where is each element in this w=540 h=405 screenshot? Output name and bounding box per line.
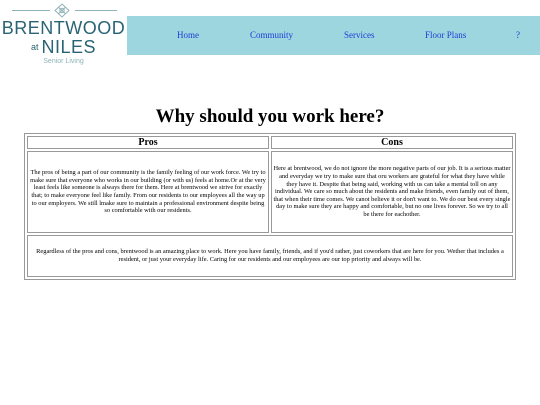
- logo-at: at: [30, 42, 39, 52]
- cons-header: Cons: [271, 136, 513, 149]
- pros-cell: The pros of being a part of our community is the family feeling of our work force. We try to make sure that everyone who works in our building (or with us) feels at home.Or at the very least feels like someone is always there for them. Here at brentwood we strive for exactly that; to make everyone feel like family. From our residents to our employees all the way up to our employers. We still lmake sure to maintain a professional environment despite being so comfortable with our residents.: [27, 151, 269, 233]
- table-row: [27, 151, 513, 233]
- nav-link-floor-plans[interactable]: Floor Plans: [425, 30, 467, 40]
- logo-rule-left: [12, 10, 50, 11]
- knot-icon: [53, 3, 71, 18]
- nav-link-help[interactable]: ?: [516, 30, 520, 40]
- page-title: Why should you work here?: [155, 106, 385, 127]
- nav-link-services[interactable]: Services: [344, 30, 375, 40]
- pros-header: Pros: [27, 136, 269, 149]
- table-row: [27, 235, 513, 277]
- summary-cell: Regardless of the pros and cons, brentwood is an amazing place to work. Here you have family, friends, and if you'd rather, just coworkers that are here for you. Wether that includes a resident, or just your everyday life. Caring for our residents and our employees are our top priority and always will be.: [27, 235, 513, 277]
- logo-brand: BRENTWOOD: [1, 18, 126, 38]
- pros-cons-table: [24, 133, 516, 280]
- table-header-row: [27, 136, 513, 149]
- cons-cell: Here at brentwood, we do not ignore the more negative parts of our job. It is a serious matter and everyday we try to make sure that oru workers are grateful for what they have while they have it. Despite that being said, working with us can take a mental toll on any individual. We care so much about the residents and make friends, even family out of them, that when their time comes. We canot believe it or don't want to. We do our best every single day to make sure they are happy and comfortable, but no one lives forever. So we try to all be there for eachother.: [271, 151, 513, 233]
- nav-bar: [127, 16, 540, 55]
- nav-link-community[interactable]: Community: [250, 30, 294, 40]
- nav-link-home[interactable]: Home: [177, 30, 199, 40]
- logo-location: NILES: [41, 37, 97, 57]
- logo[interactable]: [0, 0, 127, 70]
- logo-tagline: Senior Living: [43, 58, 84, 65]
- logo-rule-right: [75, 10, 117, 11]
- logo-location-line: [0, 37, 127, 59]
